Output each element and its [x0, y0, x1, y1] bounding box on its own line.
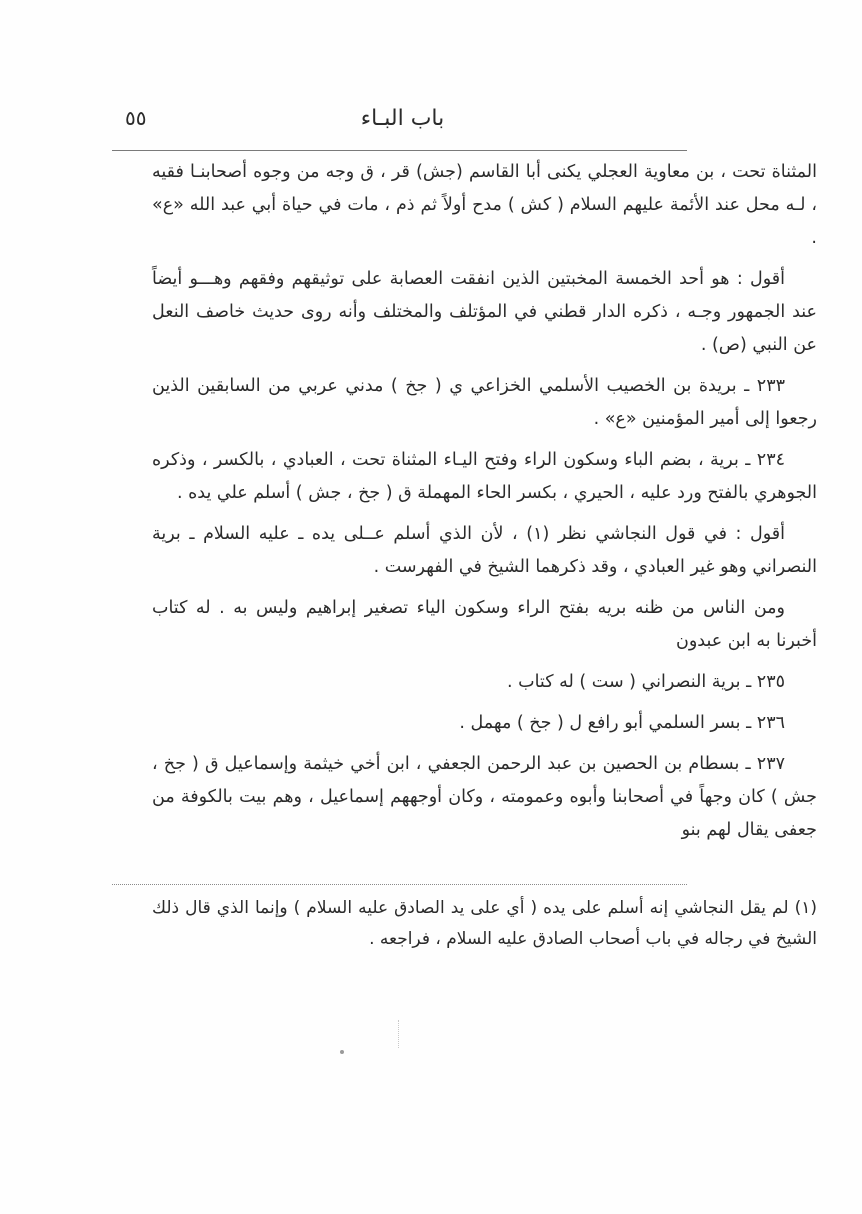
paragraph: ومن الناس من ظنه بريه بفتح الراء وسكون الياء تصغير إبراهيم وليس به . له كتاب أخبرنا به ابن عبدون	[152, 598, 817, 651]
footnote-rule	[112, 884, 687, 885]
scan-mark	[398, 1020, 401, 1048]
entry-233: ٢٣٣ ـ بريدة بن الخصيب الأسلمي الخزاعي ي ( جخ ) مدني عربي من السابقين الذين رجعوا إلى أمير المؤمنين «ع» .	[152, 376, 817, 429]
running-title: باب البـاء	[360, 106, 445, 131]
paragraph: المثناة تحت ، بن معاوية العجلي يكنى أبا القاسم (جش) قر ، ق وجه من وجوه أصحابنـا فقيه ، لـه محل عند الأئمة عليهم السلام ( كش ) مدح أولاً ثم ذم ، مات في حياة أبي عبد الله «ع» .	[152, 162, 817, 248]
paragraph: أقول : في قول النجاشي نظر (١) ، لأن الذي أسلم عــلى يده ـ عليه السلام ـ برية النصراني وهو غير العبادي ، وقد ذكرهما الشيخ في الفهرست .	[152, 524, 817, 577]
paragraph: أقول : هو أحد الخمسة المخبتين الذين انفقت العصابة على توثيقهم وفقهم وهـــو أيضاً عند الجمهور وجـه ، ذكره الدار قطني في المؤتلف والمختلف وأنه روى حديث خاصف النعل عن النبي (ص) .	[152, 269, 817, 355]
scan-dot	[340, 1050, 344, 1054]
footnote-text: (١) لم يقل النجاشي إنه أسلم على يده ( أي على يد الصادق عليه السلام ) وإنما الذي قال ذلك الشيخ في رجاله في باب أصحاب الصادق عليه السلام ، فراجعه .	[152, 898, 817, 949]
entry-236: ٢٣٦ ـ بسر السلمي أبو رافع ل ( جخ ) مهمل .	[459, 713, 785, 733]
page-header	[115, 106, 690, 136]
footnote	[152, 893, 817, 955]
entry-234: ٢٣٤ ـ برية ، بضم الباء وسكون الراء وفتح اليـاء المثناة تحت ، العبادي ، بالكسر ، وذكره الجوهري بالفتح ورد عليه ، الحيري ، بكسر الحاء المهملة ق ( جخ ، جش ) أسلم علي يده .	[152, 450, 817, 503]
page-number: ٥٥	[125, 106, 147, 130]
entry-237: ٢٣٧ ـ بسطام بن الحصين بن عبد الرحمن الجعفي ، ابن أخي خيثمة وإسماعيل ق ( جخ ، جش ) كان وجهاً في أصحابنا وأبوه وعمومته ، وكان أوجههم إسماعيل ، وهم بيت بالكوفة من جعفى يقال لهم بنو	[152, 754, 817, 840]
main-text	[152, 156, 817, 855]
header-rule	[112, 150, 687, 151]
entry-235: ٢٣٥ ـ برية النصراني ( ست ) له كتاب .	[507, 672, 785, 692]
